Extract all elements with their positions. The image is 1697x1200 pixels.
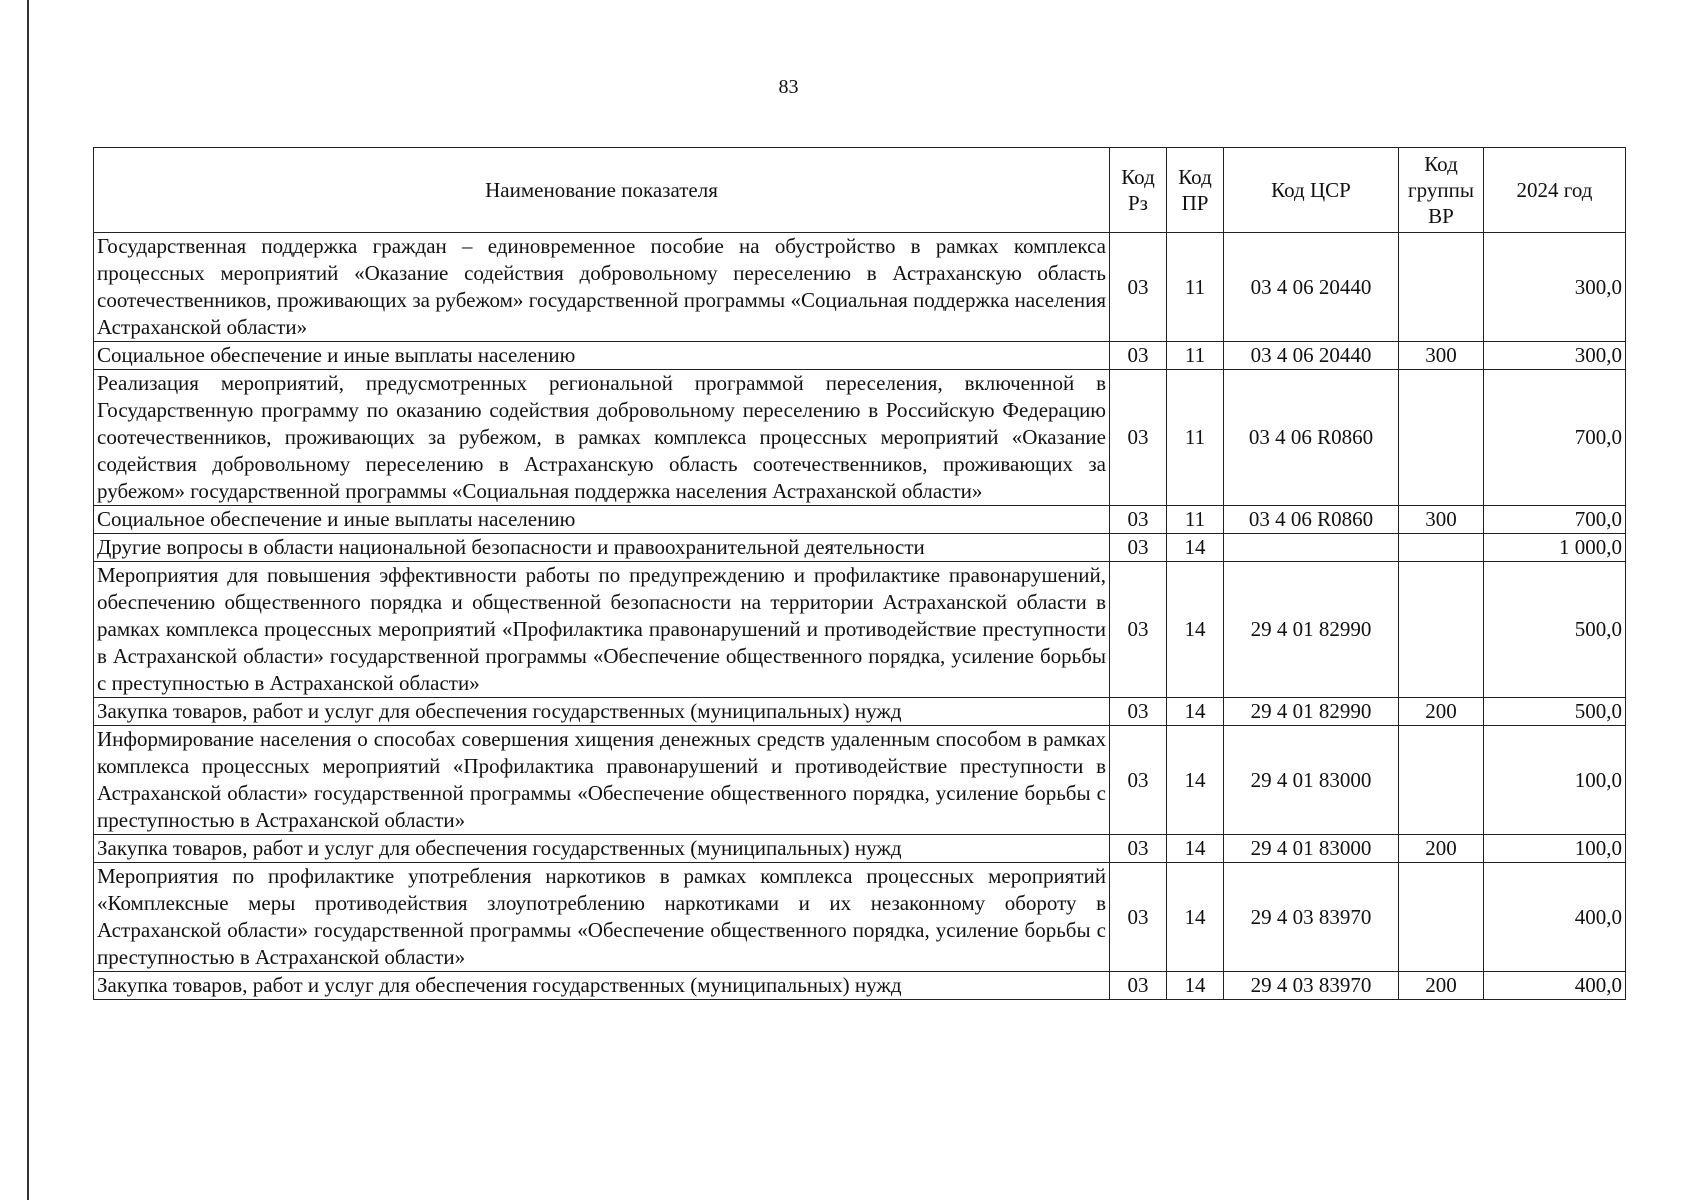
- cell-csr: 29 4 01 82990: [1224, 562, 1399, 698]
- cell-name: Закупка товаров, работ и услуг для обеспечения государственных (муниципальных) нужд: [94, 972, 1110, 1000]
- cell-csr: 29 4 01 83000: [1224, 835, 1399, 863]
- header-rz: Код Рз: [1110, 148, 1167, 233]
- cell-amount: 300,0: [1484, 233, 1626, 342]
- cell-amount: 1 000,0: [1484, 534, 1626, 562]
- cell-vr: 300: [1399, 342, 1484, 370]
- table-row: [94, 534, 1626, 562]
- cell-csr: 03 4 06 20440: [1224, 342, 1399, 370]
- cell-amount: 100,0: [1484, 835, 1626, 863]
- header-year: 2024 год: [1484, 148, 1626, 233]
- cell-pr: 14: [1167, 835, 1224, 863]
- cell-vr: [1399, 233, 1484, 342]
- cell-rz: 03: [1110, 342, 1167, 370]
- table-row: [94, 342, 1626, 370]
- cell-csr: 29 4 01 83000: [1224, 726, 1399, 835]
- cell-vr: [1399, 370, 1484, 506]
- page-number: [0, 76, 1697, 99]
- header-row: [94, 148, 1626, 233]
- header-vr: Код группы ВР: [1399, 148, 1484, 233]
- cell-amount: 700,0: [1484, 506, 1626, 534]
- cell-name: Мероприятия для повышения эффективности работы по предупреждению и профилактике правонарушений, обеспечению общественного порядка и общественной безопасности на территории Астраханской области в рамках комплекса процессных мероприятий «Профилактика правонарушений и противодействие преступности в Астраханской области» государственной программы «Обеспечение общественного порядка, усиление борьбы с преступностью в Астраханской области»: [94, 562, 1110, 698]
- cell-pr: 14: [1167, 534, 1224, 562]
- header-pr: Код ПР: [1167, 148, 1224, 233]
- cell-pr: 14: [1167, 562, 1224, 698]
- table-row: [94, 972, 1626, 1000]
- page-binding-line: [27, 0, 29, 1200]
- cell-name: Реализация мероприятий, предусмотренных региональной программой переселения, включенной в Государственную программу по оказанию содействия добровольному переселению в Российскую Федерацию соотечественников, проживающих за рубежом, в рамках комплекса процессных мероприятий «Оказание содействия добровольному переселению в Астраханскую область соотечественников, проживающих за рубежом» государственной программы «Социальная поддержка населения Астраханской области»: [94, 370, 1110, 506]
- cell-rz: 03: [1110, 698, 1167, 726]
- table-header: [94, 148, 1626, 233]
- cell-pr: 14: [1167, 726, 1224, 835]
- cell-rz: 03: [1110, 370, 1167, 506]
- cell-amount: 700,0: [1484, 370, 1626, 506]
- cell-pr: 11: [1167, 233, 1224, 342]
- cell-pr: 11: [1167, 342, 1224, 370]
- table-row: [94, 726, 1626, 835]
- cell-vr: [1399, 863, 1484, 972]
- cell-amount: 400,0: [1484, 863, 1626, 972]
- cell-vr: 200: [1399, 698, 1484, 726]
- cell-csr: 29 4 03 83970: [1224, 972, 1399, 1000]
- cell-vr: 300: [1399, 506, 1484, 534]
- cell-pr: 11: [1167, 370, 1224, 506]
- cell-csr: 29 4 03 83970: [1224, 863, 1399, 972]
- cell-csr: 03 4 06 R0860: [1224, 506, 1399, 534]
- cell-csr: 29 4 01 82990: [1224, 698, 1399, 726]
- cell-vr: 200: [1399, 972, 1484, 1000]
- cell-rz: 03: [1110, 863, 1167, 972]
- cell-rz: 03: [1110, 506, 1167, 534]
- cell-rz: 03: [1110, 726, 1167, 835]
- cell-vr: [1399, 562, 1484, 698]
- cell-name: Социальное обеспечение и иные выплаты населению: [94, 342, 1110, 370]
- cell-amount: 300,0: [1484, 342, 1626, 370]
- budget-table: [93, 147, 1626, 1000]
- cell-vr: [1399, 726, 1484, 835]
- table-row: [94, 506, 1626, 534]
- table-row: [94, 835, 1626, 863]
- cell-name: Социальное обеспечение и иные выплаты населению: [94, 506, 1110, 534]
- page-number-text: 83: [778, 76, 799, 98]
- cell-amount: 400,0: [1484, 972, 1626, 1000]
- cell-name: Закупка товаров, работ и услуг для обеспечения государственных (муниципальных) нужд: [94, 835, 1110, 863]
- cell-csr: 03 4 06 20440: [1224, 233, 1399, 342]
- cell-name: Мероприятия по профилактике употребления наркотиков в рамках комплекса процессных мероприятий «Комплексные меры противодействия злоупотреблению наркотиками и их незаконному обороту в Астраханской области» государственной программы «Обеспечение общественного порядка, усиление борьбы с преступностью в Астраханской области»: [94, 863, 1110, 972]
- cell-rz: 03: [1110, 534, 1167, 562]
- cell-rz: 03: [1110, 233, 1167, 342]
- cell-vr: 200: [1399, 835, 1484, 863]
- cell-vr: [1399, 534, 1484, 562]
- cell-name: Другие вопросы в области национальной безопасности и правоохранительной деятельности: [94, 534, 1110, 562]
- table-body: [94, 233, 1626, 1000]
- cell-rz: 03: [1110, 562, 1167, 698]
- cell-amount: 500,0: [1484, 698, 1626, 726]
- cell-csr: [1224, 534, 1399, 562]
- cell-pr: 11: [1167, 506, 1224, 534]
- table-row: [94, 863, 1626, 972]
- cell-rz: 03: [1110, 835, 1167, 863]
- cell-name: Государственная поддержка граждан – единовременное пособие на обустройство в рамках комплекса процессных мероприятий «Оказание содействия добровольному переселению в Астраханскую область соотечественников, проживающих за рубежом» государственной программы «Социальная поддержка населения Астраханской области»: [94, 233, 1110, 342]
- cell-amount: 500,0: [1484, 562, 1626, 698]
- table-row: [94, 370, 1626, 506]
- table-row: [94, 562, 1626, 698]
- header-name: Наименование показателя: [94, 148, 1110, 233]
- table-row: [94, 698, 1626, 726]
- cell-rz: 03: [1110, 972, 1167, 1000]
- cell-amount: 100,0: [1484, 726, 1626, 835]
- table-row: [94, 233, 1626, 342]
- cell-csr: 03 4 06 R0860: [1224, 370, 1399, 506]
- cell-pr: 14: [1167, 698, 1224, 726]
- cell-pr: 14: [1167, 972, 1224, 1000]
- cell-name: Закупка товаров, работ и услуг для обеспечения государственных (муниципальных) нужд: [94, 698, 1110, 726]
- header-csr: Код ЦСР: [1224, 148, 1399, 233]
- cell-pr: 14: [1167, 863, 1224, 972]
- cell-name: Информирование населения о способах совершения хищения денежных средств удаленным способом в рамках комплекса процессных мероприятий «Профилактика правонарушений и противодействие преступности в Астраханской области» государственной программы «Обеспечение общественного порядка, усиление борьбы с преступностью в Астраханской области»: [94, 726, 1110, 835]
